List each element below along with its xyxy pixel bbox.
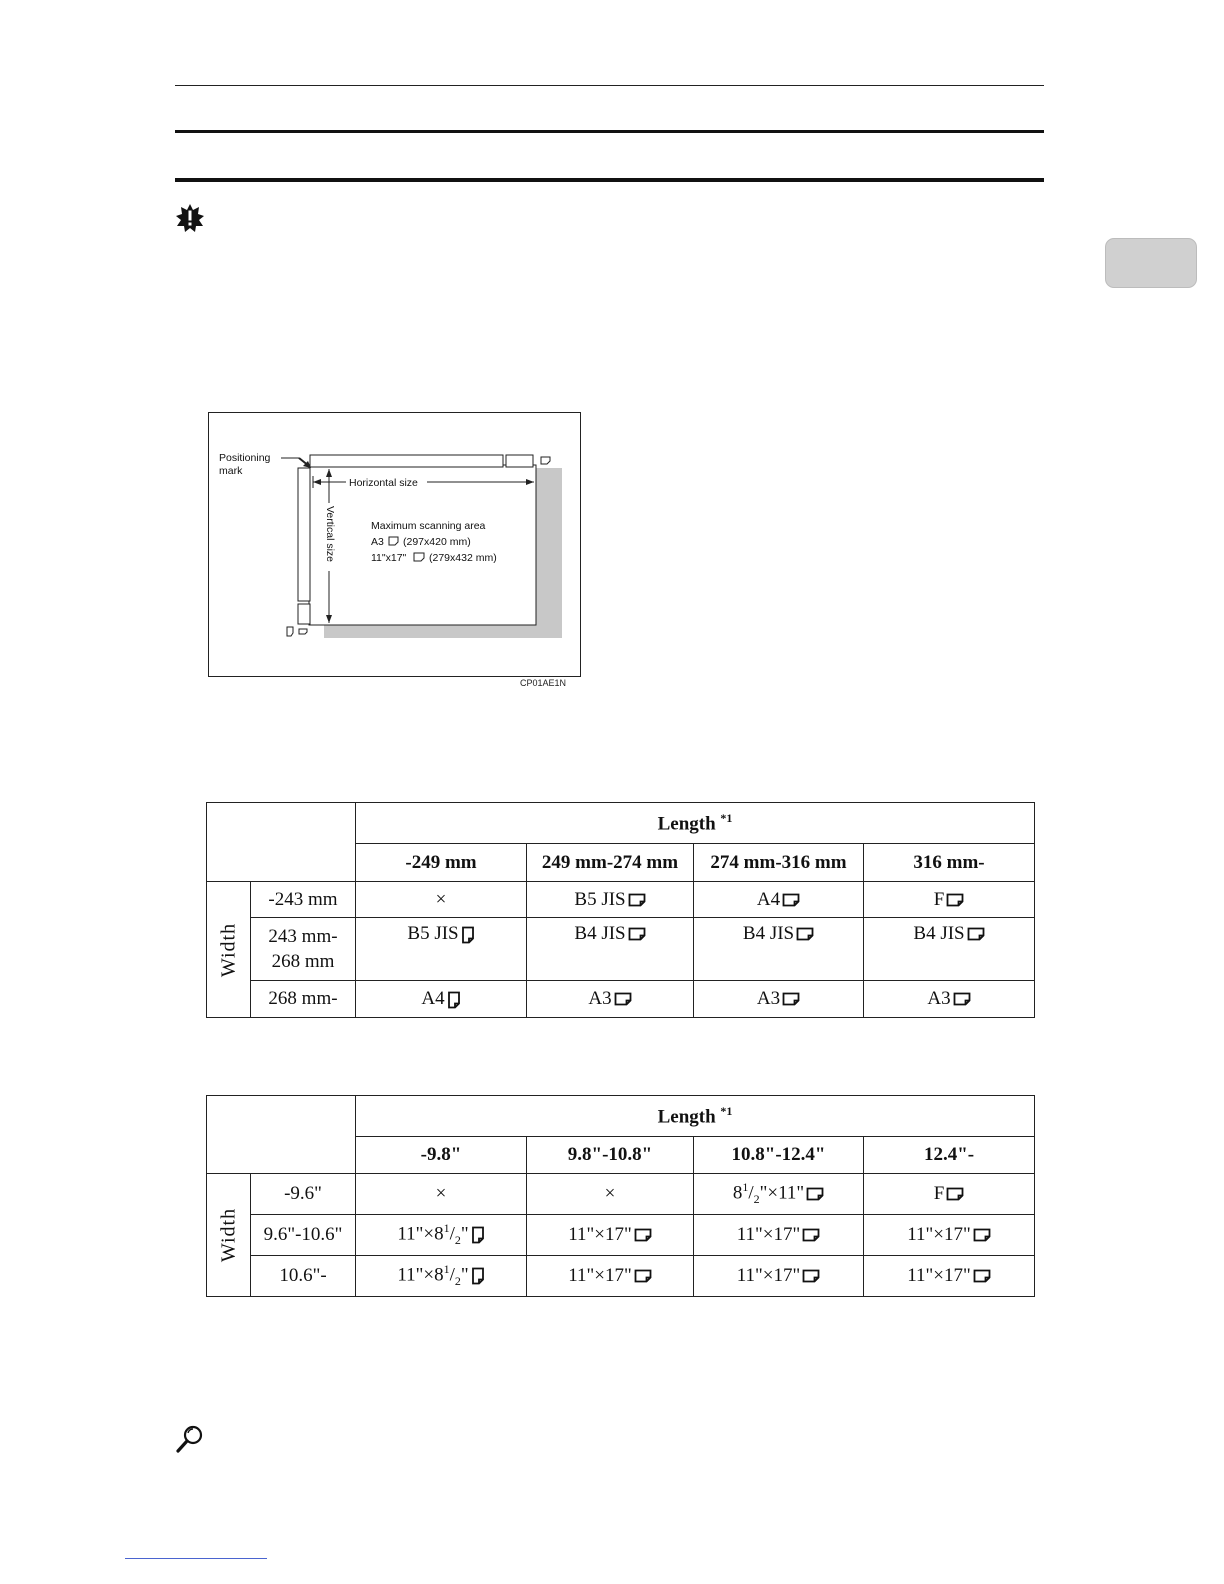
inch-paper-size-table xyxy=(206,1095,1035,1297)
cell-text: A4 xyxy=(756,888,781,910)
fraction-slash: / xyxy=(449,1264,455,1286)
vertical-size-label: Vertical size xyxy=(324,506,336,563)
length-header: Length $^{*1}$ xyxy=(356,1096,1035,1137)
cell-text: 11"×17" xyxy=(907,1265,971,1286)
table-cell xyxy=(527,1215,694,1256)
left-scale-end xyxy=(298,604,310,624)
scanning-area-figure xyxy=(208,412,581,677)
landscape-paper-icon xyxy=(802,1269,820,1284)
table-row xyxy=(207,1174,1035,1215)
landscape-paper-icon xyxy=(796,927,814,942)
row-label: -9.6" xyxy=(251,1174,356,1215)
row-label: 243 mm- 268 mm xyxy=(251,918,356,981)
fraction-numerator: 1 xyxy=(443,1221,450,1236)
left-scale-bar xyxy=(298,468,310,601)
cell-text: F xyxy=(933,888,945,910)
column-header: 316 mm- xyxy=(864,844,1035,882)
table-cell xyxy=(864,1174,1035,1215)
width-header: Width xyxy=(207,1174,251,1297)
landscape-paper-icon xyxy=(782,992,800,1007)
cell-text: B4 JIS xyxy=(913,923,965,944)
landscape-paper-icon xyxy=(628,927,646,942)
table-cell xyxy=(356,1174,527,1215)
landscape-paper-icon xyxy=(946,1187,964,1202)
table-cell xyxy=(864,882,1035,918)
max-area-title: Maximum scanning area xyxy=(371,520,486,532)
cell-text: B5 JIS xyxy=(574,888,626,910)
table-cell xyxy=(864,1215,1035,1256)
table-cell xyxy=(356,1215,527,1256)
column-header: -249 mm xyxy=(356,844,527,882)
portrait-paper-icon xyxy=(471,1226,485,1244)
row-label: 9.6"-10.6" xyxy=(251,1215,356,1256)
fraction-slash: / xyxy=(449,1223,455,1245)
cell-text: "×11" xyxy=(759,1182,805,1204)
landscape-paper-icon xyxy=(782,893,800,908)
width-header: Width xyxy=(207,882,251,1018)
cell-text: A4 xyxy=(421,988,445,1009)
cell-text: × xyxy=(435,888,447,910)
table-row xyxy=(207,1215,1035,1256)
table-cell xyxy=(694,918,864,981)
max-area-ledger-prefix: 11"x17" xyxy=(371,552,407,564)
column-header: 12.4"- xyxy=(864,1137,1035,1174)
cell-text: 11"×17" xyxy=(568,1265,632,1286)
chapter-tab[interactable] xyxy=(1105,238,1197,288)
table-cell xyxy=(694,981,864,1018)
portrait-paper-icon xyxy=(447,991,461,1009)
length-footnote-marker: *1 xyxy=(720,810,733,825)
cell-text: A3 xyxy=(588,988,612,1009)
landscape-paper-icon xyxy=(628,893,646,908)
cell-text: × xyxy=(604,1183,616,1204)
horizontal-size-label: Horizontal size xyxy=(349,477,418,489)
row-label: -243 mm xyxy=(251,882,356,918)
cell-text: 11"×17" xyxy=(568,1224,632,1245)
table-cell xyxy=(864,918,1035,981)
landscape-paper-icon xyxy=(806,1187,824,1202)
table-row xyxy=(207,1256,1035,1297)
table-cell xyxy=(527,981,694,1018)
table-cell xyxy=(356,882,527,918)
landscape-paper-icon xyxy=(967,927,985,942)
row-label: 10.6"- xyxy=(251,1256,356,1297)
section-rule-bottom xyxy=(175,178,1044,182)
table-row xyxy=(207,981,1035,1018)
positioning-mark-label-2: mark xyxy=(219,465,243,477)
table-cell xyxy=(694,1215,864,1256)
header-rule-thin xyxy=(175,85,1044,86)
landscape-paper-icon xyxy=(634,1269,652,1284)
cell-text: 11"×8 xyxy=(397,1264,444,1286)
landscape-paper-icon xyxy=(299,629,307,634)
fraction-slash: / xyxy=(748,1182,754,1204)
footer-link-rule xyxy=(125,1558,267,1559)
fraction-numerator: 1 xyxy=(742,1180,749,1195)
cell-text: B4 JIS xyxy=(574,923,626,944)
cell-text: B4 JIS xyxy=(742,923,795,944)
cell-text: A3 xyxy=(756,988,781,1009)
length-header: Length $^{*1}$ xyxy=(356,803,1035,844)
table-cell xyxy=(864,1256,1035,1297)
column-header: 9.8"-10.8" xyxy=(527,1137,694,1174)
top-scale-bar xyxy=(310,455,503,467)
magnifier-icon xyxy=(175,1424,205,1454)
table-cell xyxy=(694,1256,864,1297)
cell-text: " xyxy=(460,1223,469,1245)
table-corner xyxy=(207,1096,356,1174)
fraction-denominator: 2 xyxy=(454,1274,461,1289)
fraction-numerator: 1 xyxy=(443,1262,450,1277)
row-label: 268 mm- xyxy=(251,981,356,1018)
cell-text: 11"×17" xyxy=(736,1224,801,1245)
table-cell xyxy=(694,882,864,918)
cell-text: 8 xyxy=(732,1182,743,1204)
table-cell xyxy=(356,981,527,1018)
max-area-a3-suffix: (297x420 mm) xyxy=(403,536,471,548)
table-cell xyxy=(527,882,694,918)
cell-text: 11"×8 xyxy=(397,1223,444,1245)
landscape-paper-icon xyxy=(614,992,632,1007)
table-cell xyxy=(356,918,527,981)
cell-text: F xyxy=(933,1183,945,1204)
column-header: -9.8" xyxy=(356,1137,527,1174)
column-header: 10.8"-12.4" xyxy=(694,1137,864,1174)
portrait-paper-icon xyxy=(461,926,475,944)
cell-text: × xyxy=(435,1183,447,1204)
landscape-paper-icon xyxy=(541,457,550,464)
table-row xyxy=(207,882,1035,918)
top-scale-end xyxy=(506,455,533,467)
table-row xyxy=(207,918,1035,981)
landscape-paper-icon xyxy=(946,893,964,908)
landscape-paper-icon xyxy=(634,1228,652,1243)
fraction-denominator: 2 xyxy=(753,1192,760,1207)
table-cell xyxy=(527,1174,694,1215)
column-header: 274 mm-316 mm xyxy=(694,844,864,882)
length-footnote-marker: *1 xyxy=(720,1103,733,1118)
fraction-denominator: 2 xyxy=(454,1233,461,1248)
positioning-mark-label-1: Positioning xyxy=(219,452,271,464)
cell-text: 11"×17" xyxy=(736,1265,801,1286)
table-corner xyxy=(207,803,356,882)
cell-text: 11"×17" xyxy=(907,1224,971,1245)
table-cell xyxy=(527,1256,694,1297)
max-area-a3-prefix: A3 xyxy=(371,536,384,548)
column-header: 249 mm-274 mm xyxy=(527,844,694,882)
exclamation-burst-icon xyxy=(175,203,205,233)
table-cell xyxy=(694,1174,864,1215)
figure-code: CP01AE1N xyxy=(520,678,567,688)
table-cell xyxy=(527,918,694,981)
landscape-paper-icon xyxy=(953,992,971,1007)
metric-paper-size-table xyxy=(206,802,1035,1018)
cell-text: " xyxy=(460,1264,469,1286)
landscape-paper-icon xyxy=(802,1228,820,1243)
landscape-paper-icon xyxy=(973,1228,991,1243)
cell-text: B5 JIS xyxy=(407,923,459,944)
max-area-ledger-suffix: (279x432 mm) xyxy=(429,552,497,564)
cell-text: A3 xyxy=(927,988,951,1009)
landscape-paper-icon xyxy=(973,1269,991,1284)
portrait-paper-icon xyxy=(287,627,293,636)
portrait-paper-icon xyxy=(471,1267,485,1285)
table-cell xyxy=(864,981,1035,1018)
table-cell xyxy=(356,1256,527,1297)
section-rule-top xyxy=(175,130,1044,133)
